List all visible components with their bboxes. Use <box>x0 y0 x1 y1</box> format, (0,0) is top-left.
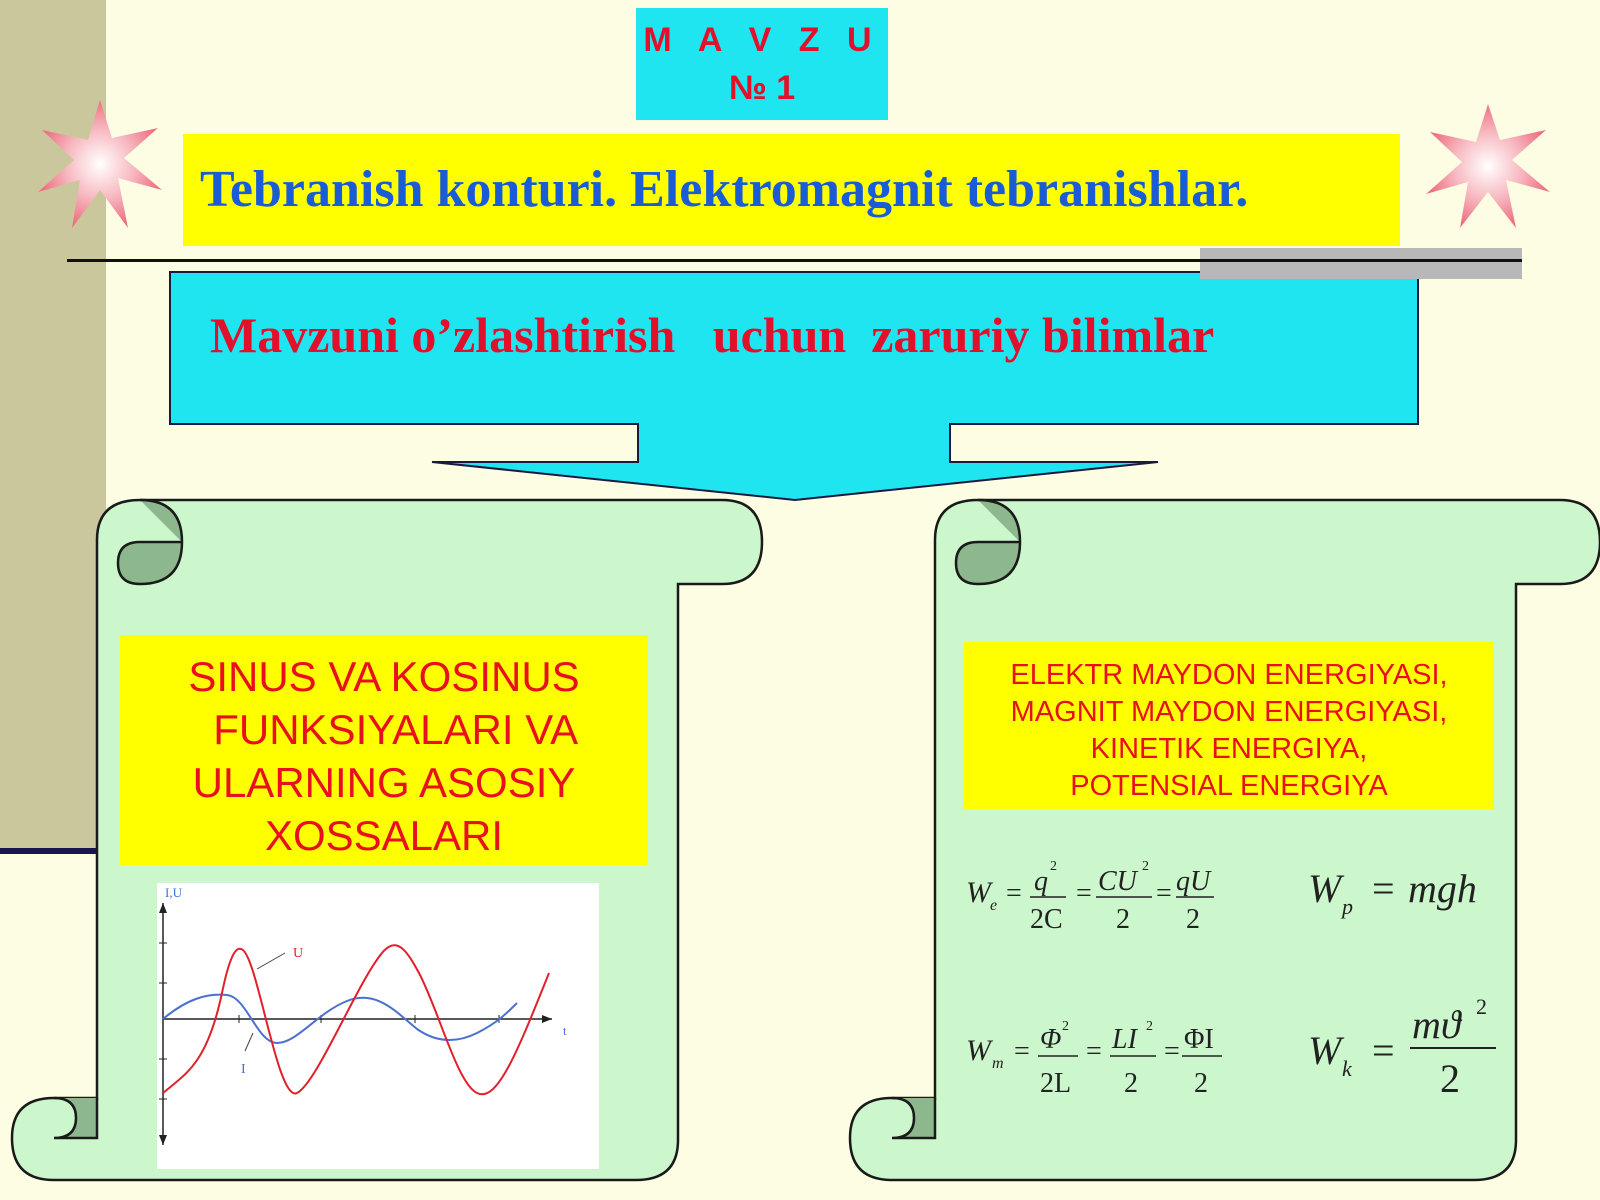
svg-text:2: 2 <box>1186 904 1200 935</box>
svg-text:W: W <box>1308 1028 1342 1073</box>
graph-y-label: I,U <box>165 885 182 900</box>
svg-text:W: W <box>966 1034 991 1067</box>
kinetic-energy-formula <box>1308 994 1496 1101</box>
svg-text:2: 2 <box>1146 1019 1153 1034</box>
svg-text:=: = <box>1156 878 1172 909</box>
svg-text:2: 2 <box>1194 1068 1208 1099</box>
energy-formulas <box>940 840 1540 1180</box>
right-topic-line: MAGNIT MAYDON ENERGIYASI, <box>1010 696 1448 728</box>
svg-text:qU: qU <box>1176 866 1211 897</box>
potential-energy-formula <box>1308 866 1477 919</box>
svg-text:CU: CU <box>1098 866 1137 897</box>
svg-text:=: = <box>1372 866 1395 911</box>
svg-text:=: = <box>1014 1036 1030 1067</box>
left-topic-line: FUNKSIYALARI VA <box>189 706 579 753</box>
right-topic-box <box>964 642 1494 809</box>
svg-text:=: = <box>1006 878 1022 909</box>
magnetic-energy-formula <box>966 1019 1222 1099</box>
svg-text:W: W <box>1308 866 1342 911</box>
svg-text:2: 2 <box>1476 994 1487 1019</box>
star-right-icon <box>1426 104 1550 228</box>
graph-x-label: t <box>563 1023 567 1038</box>
svg-text:2: 2 <box>1142 859 1149 874</box>
svg-text:=: = <box>1372 1028 1395 1073</box>
left-topic-line: SINUS VA KOSINUS <box>188 653 580 700</box>
svg-text:2: 2 <box>1050 859 1057 874</box>
graph-u-label: U <box>293 946 304 961</box>
svg-text:=: = <box>1076 878 1092 909</box>
svg-text:2: 2 <box>1116 904 1130 935</box>
svg-text:p: p <box>1342 894 1353 919</box>
title-shadow-block <box>1200 248 1522 279</box>
svg-text:ΦI: ΦI <box>1184 1024 1214 1055</box>
svg-text:m: m <box>992 1055 1004 1072</box>
graph-i-label: I <box>241 1062 246 1077</box>
topic-label: M A V Z U <box>643 21 881 59</box>
svg-text:W: W <box>966 876 991 909</box>
topic-number: № 1 <box>728 69 796 107</box>
svg-text:2C: 2C <box>1030 904 1063 935</box>
title-divider <box>67 259 1522 262</box>
svg-text:mϑ: mϑ <box>1412 1002 1461 1047</box>
svg-text:Φ: Φ <box>1040 1024 1062 1055</box>
right-topic-line: ELEKTR MAYDON ENERGIYASI, <box>1010 659 1448 691</box>
svg-text:LI: LI <box>1112 1024 1137 1055</box>
left-topic-line: XOSSALARI <box>264 812 504 859</box>
svg-text:k: k <box>1342 1056 1352 1081</box>
svg-text:2L: 2L <box>1040 1068 1072 1099</box>
left-topic-box <box>120 635 648 865</box>
subtitle: Mavzuni o’zlashtirish uchun zaruriy bilimlar <box>210 307 1215 363</box>
svg-text:mgh: mgh <box>1408 866 1477 911</box>
svg-text:e: e <box>990 897 998 914</box>
svg-text:2: 2 <box>1062 1019 1069 1034</box>
svg-text:=: = <box>1164 1036 1180 1067</box>
svg-text:2: 2 <box>1440 1056 1460 1101</box>
svg-text:q: q <box>1034 866 1048 897</box>
right-topic-line: KINETIK ENERGIYA, <box>1090 733 1368 765</box>
left-topic-line: ULARNING ASOSIY <box>192 759 576 806</box>
svg-text:2: 2 <box>1124 1068 1138 1099</box>
electric-energy-formula <box>966 859 1214 935</box>
sine-cosine-graph <box>157 883 599 1169</box>
right-topic-line: POTENSIAL ENERGIYA <box>1070 770 1388 802</box>
page-title: Tebranish konturi. Elektromagnit tebranishlar. <box>200 161 1249 218</box>
svg-text:=: = <box>1086 1036 1102 1067</box>
star-left-icon <box>38 100 162 228</box>
topic-badge <box>636 8 888 120</box>
